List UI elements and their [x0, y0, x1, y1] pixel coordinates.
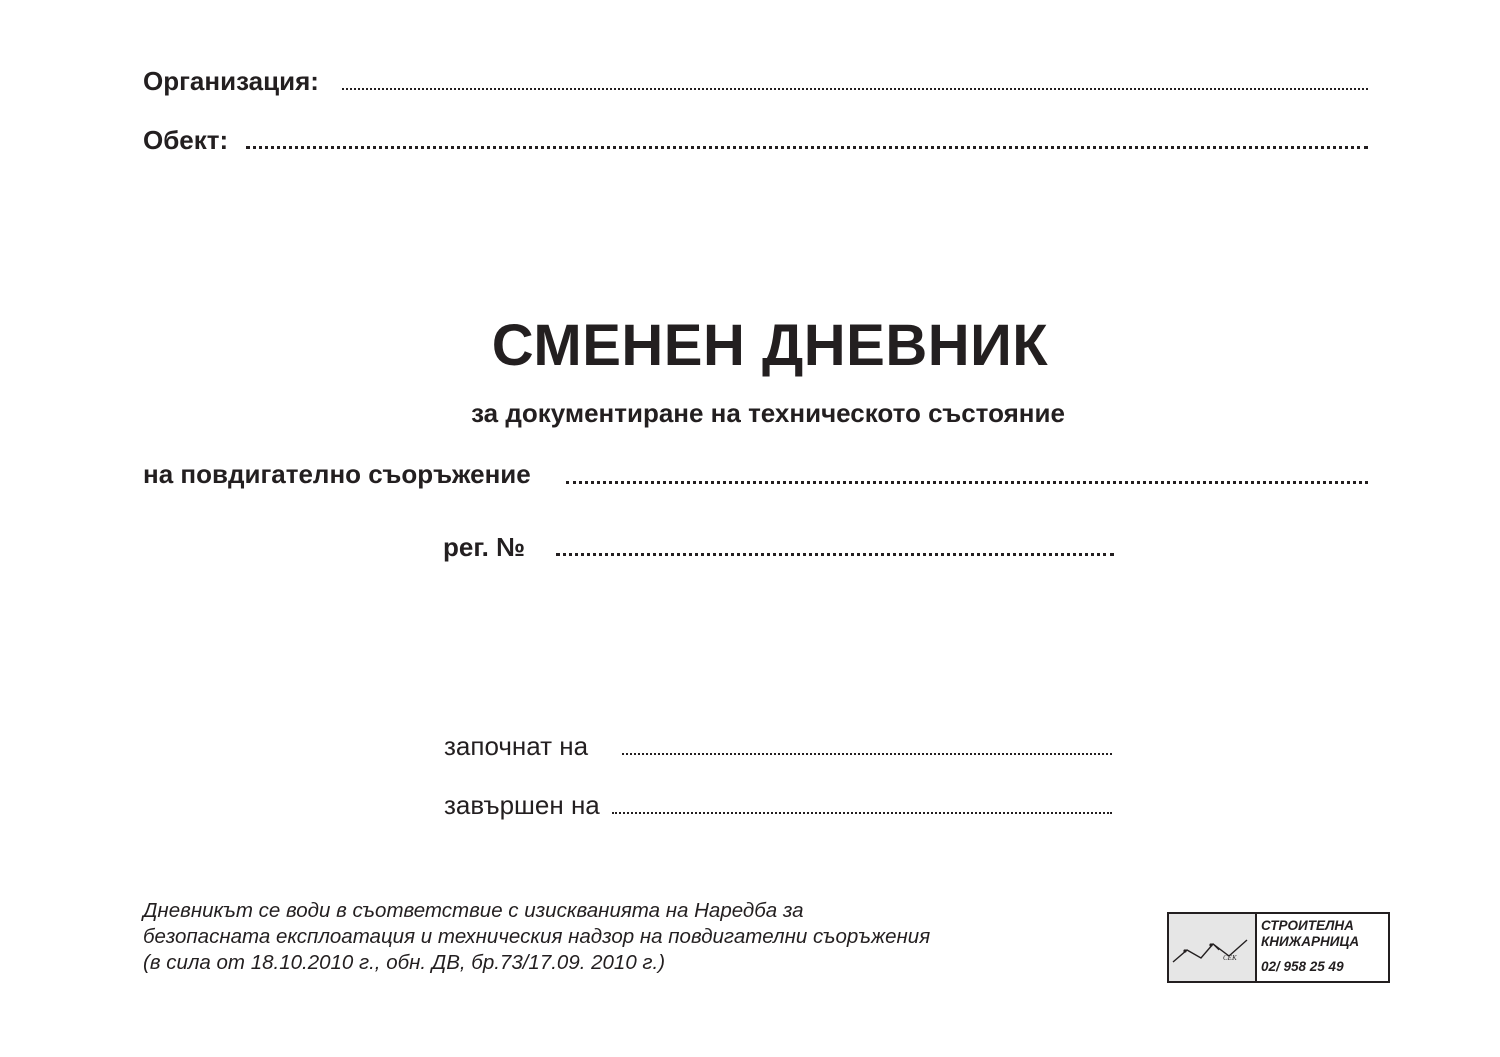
- reg-number-field[interactable]: [556, 553, 1114, 556]
- finished-date-field[interactable]: [612, 812, 1112, 814]
- regulation-note-line: Дневникът се води в съответствие с изискванията на Наредба за: [143, 899, 804, 922]
- publisher-phone: 02/ 958 25 49: [1261, 959, 1344, 974]
- device-field[interactable]: [566, 481, 1368, 484]
- organization-label: Организация:: [143, 66, 319, 96]
- publisher-name-line2: КНИЖАРНИЦА: [1261, 934, 1360, 949]
- finished-label: завършен на: [444, 790, 600, 820]
- started-date-field[interactable]: [622, 753, 1112, 755]
- reg-number-label: рег. №: [443, 532, 525, 562]
- device-label: на повдигателно съоръжение: [143, 459, 531, 489]
- page-title: СМЕНЕН ДНЕВНИК: [491, 313, 1049, 378]
- regulation-note-line: (в сила от 18.10.2010 г., обн. ДВ, бр.73/17.09. 2010 г.): [143, 951, 666, 974]
- publisher-box: [1167, 912, 1390, 983]
- logo-text: СЕК: [1223, 954, 1237, 962]
- publisher-info: [1257, 914, 1359, 981]
- started-label: започнат на: [444, 731, 589, 761]
- page-subtitle: за документиране на техническото състояние: [471, 398, 1065, 428]
- roof-logo-icon: [1169, 914, 1255, 981]
- regulation-note: [143, 898, 930, 976]
- publisher-logo: [1169, 914, 1257, 981]
- organization-field[interactable]: [342, 88, 1368, 90]
- object-field[interactable]: [246, 146, 1368, 149]
- regulation-note-line: безопасната експлоатация и техническия надзор на повдигателни съоръжения: [143, 925, 931, 948]
- publisher-name-line1: СТРОИТЕЛНА: [1261, 918, 1354, 933]
- object-label: Обект:: [143, 125, 229, 155]
